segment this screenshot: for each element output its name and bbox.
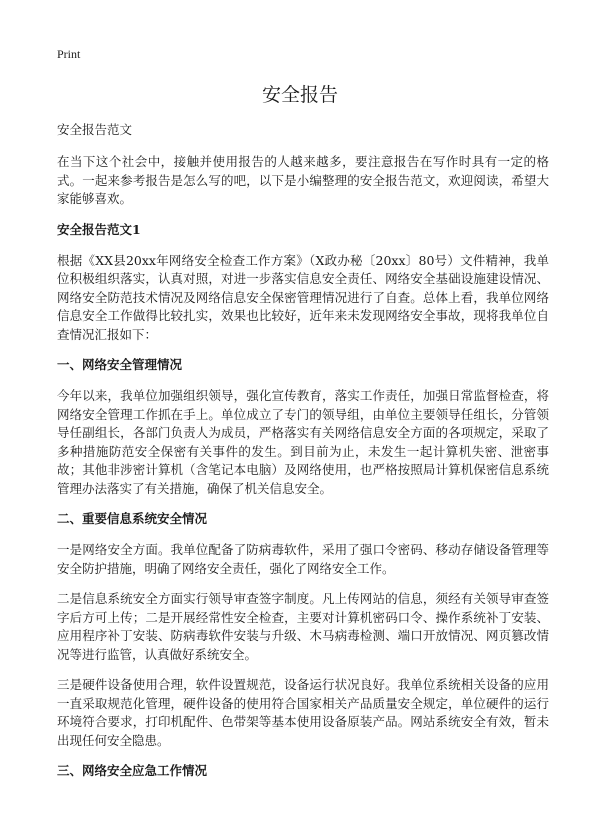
paragraph: 根据《XX县20xx年网络安全检查工作方案》（X政办秘〔20xx〕80号）文件精神，我单位积极组织落实，认真对照，对进一步落实信息安全责任、网络安全基础设施建设情况、网络安全防范技术情况及网络信息安全保密管理情况进行了自查。总体上看，我单位网络信息安全工作做得比较扎实，效果也比较好，近年来未发现网络安全事故，现将我单位自查情况汇报如下： bbox=[57, 252, 549, 342]
document-body bbox=[57, 121, 549, 793]
paragraph: 三是硬件设备使用合理，软件设置规范，设备运行状况良好。我单位系统相关设备的应用一直采取规范化管理，硬件设备的使用符合国家相关产品质量安全规定，单位硬件的运行环境符合要求，打印机配件、色带架等基本使用设备原装产品。网站系统安全有效，暂未出现任何安全隐患。 bbox=[57, 677, 549, 748]
print-link[interactable]: Print bbox=[57, 47, 81, 61]
paragraph: 一是网络安全方面。我单位配备了防病毒软件，采用了强口令密码、移动存储设备管理等安全防护措施，明确了网络安全责任，强化了网络安全工作。 bbox=[57, 542, 549, 576]
paragraph: 二是信息系统安全方面实行领导审查签字制度。凡上传网站的信息，须经有关领导审查签字后方可上传；二是开展经常性安全检查，主要对计算机密码口令、操作系统补丁安装、应用程序补丁安装、防病毒软件安装与升级、木马病毒检测、端口开放情况、网页篡改情况等进行监管，认真做好系统安全。 bbox=[57, 591, 549, 662]
intro-paragraph: 在当下这个社会中，接触并使用报告的人越来越多，要注意报告在写作时具有一定的格式。一起来参考报告是怎么写的吧，以下是小编整理的安全报告范文，欢迎阅读，希望大家能够喜欢。 bbox=[57, 154, 549, 206]
section-heading-sample-1: 安全报告范文1 bbox=[57, 221, 141, 237]
subtitle: 安全报告范文 bbox=[57, 122, 133, 137]
section-heading-system-security: 二、重要信息系统安全情况 bbox=[57, 511, 208, 526]
page-title: 安全报告 bbox=[261, 84, 338, 106]
paragraph: 今年以来，我单位加强组织领导，强化宣传教育，落实工作责任，加强日常监督检查，将网络安全管理工作抓在手上。单位成立了专门的领导组，由单位主要领导任组长，分管领导任副组长，各部门负责人为成员，严格落实有关网络信息安全方面的各项规定，采取了多种措施防范安全保密有关事件的发生。到目前为止，未发生一起计算机失密、泄密事故；其他非涉密计算机（含笔记本电脑）及网络使用，也严格按照局计算机保密信息系统管理办法落实了有关措施，确保了机关信息安全。 bbox=[57, 388, 549, 496]
section-heading-emergency-response: 三、网络安全应急工作情况 bbox=[57, 763, 208, 778]
section-heading-network-management: 一、网络安全管理情况 bbox=[57, 357, 183, 372]
